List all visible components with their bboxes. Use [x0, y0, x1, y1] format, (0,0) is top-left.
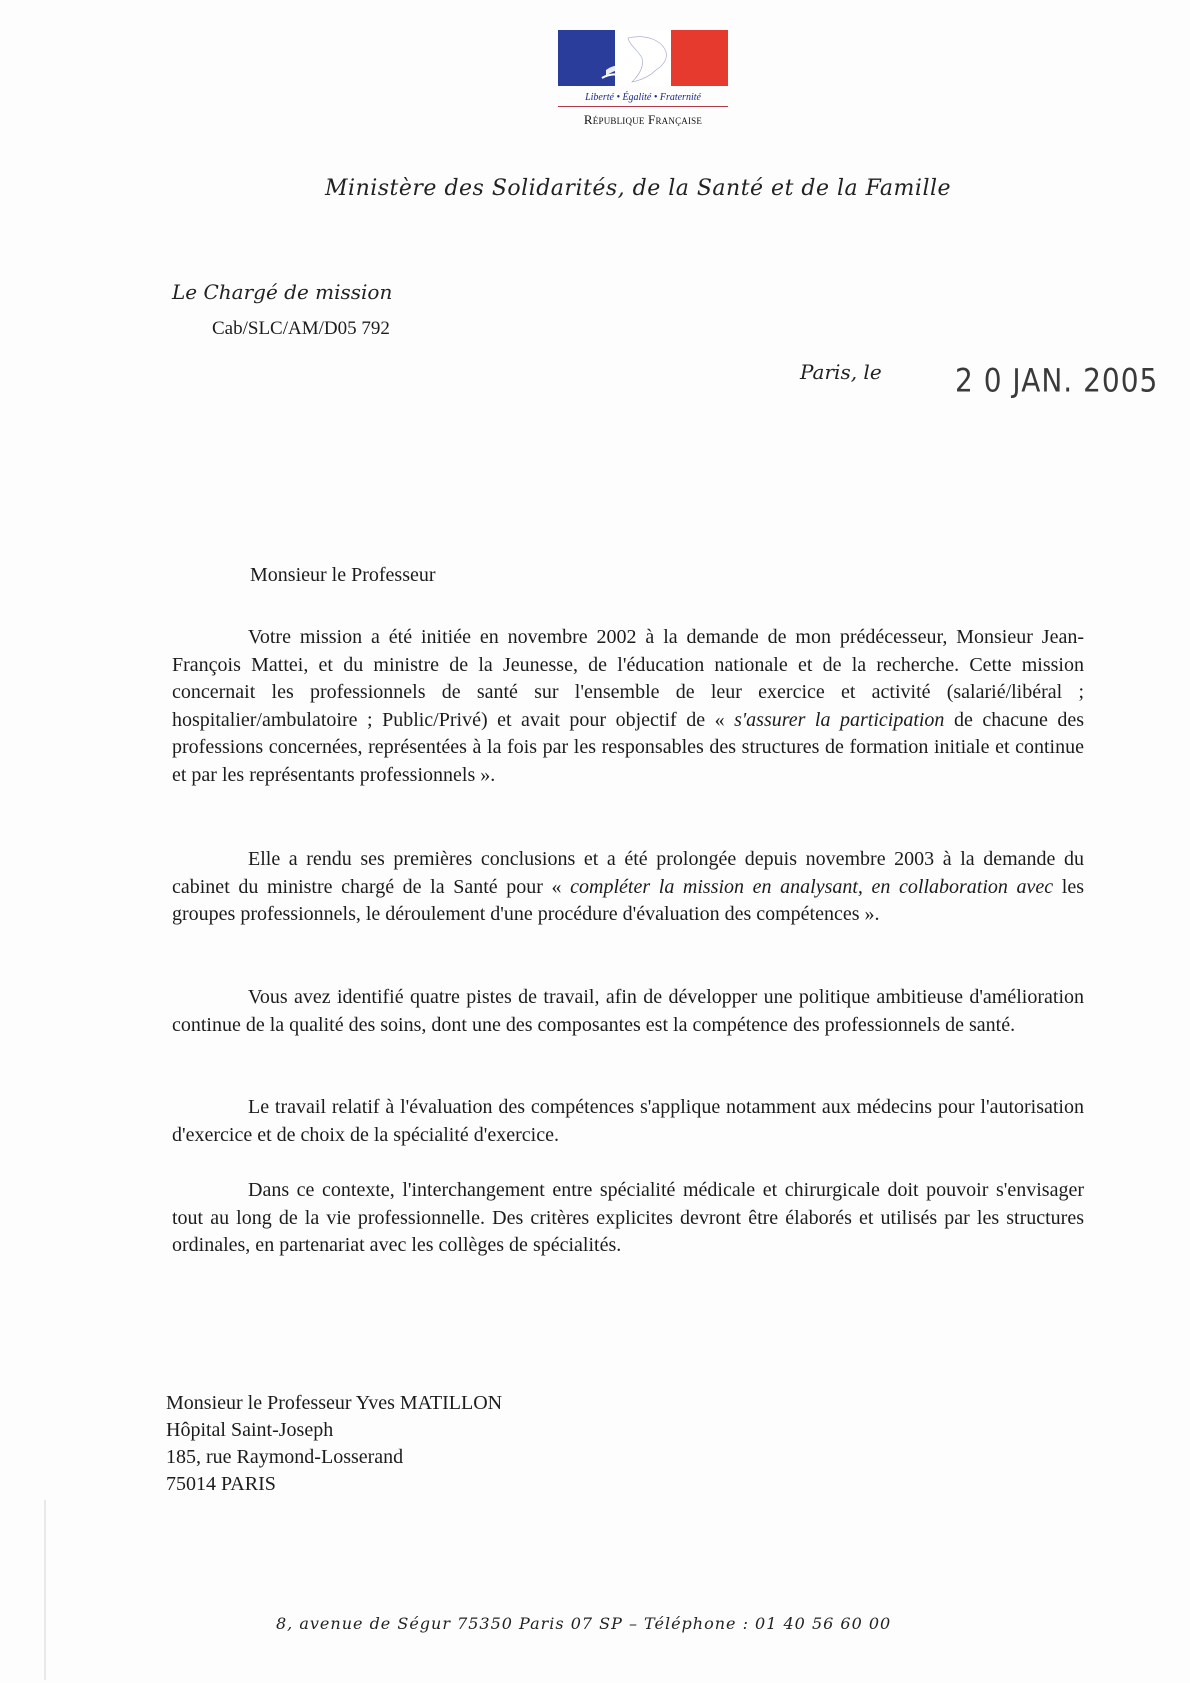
republic-motto: Liberté • Égalité • Fraternité — [585, 92, 701, 103]
body-paragraph: Elle a rendu ses premières conclusions et a été prolongée depuis novembre 2003 à la demande du cabinet du ministre chargé de la Santé pour « compléter la mission en analysant, en collaboration avec les groupes professionnels, le déroulement d'une procédure d'évaluation des compétences ». — [172, 848, 1085, 925]
republic-name: République Française — [583, 112, 703, 127]
date-place: Paris, le — [800, 360, 882, 384]
recipient-street: 185, rue Raymond-Losserand — [166, 1446, 404, 1468]
tricolor-flag-icon — [558, 30, 728, 86]
recipient-institution: Hôpital Saint-Joseph — [166, 1419, 334, 1441]
recipient-name: Monsieur le Professeur Yves MATILLON — [166, 1392, 503, 1414]
body-paragraph: Votre mission a été initiée en novembre 2002 à la demande de mon prédécesseur, Monsieur Jean-François Mattei, et du ministre de la Jeunesse, de l'éducation nationale et de la recherche. Cette mission concernait les professionnels de santé sur l'ensemble de leur exercice et activité (salarié/libéral ; hospitalier/ambulatoire ; Public/Privé) et avait pour objectif de « s'assurer la participation de chacune des professions concernées, représentées à la fois par les responsables des structures de formation initiale et continue et par les représentants professionnels ». — [172, 626, 1085, 786]
body-paragraph: Vous avez identifié quatre pistes de travail, afin de développer une politique ambitieuse d'amélioration continue de la qualité des soins, dont une des composantes est la compétence des professionnels de santé. — [172, 986, 1084, 1036]
body-paragraph: Dans ce contexte, l'interchangement entre spécialité médicale et chirurgicale doit pouvoir s'envisager tout au long de la vie professionnelle. Des critères explicites devront être élaborés et utilisés par les structures ordinales, en partenariat avec les collèges de spécialités. — [172, 1179, 1084, 1256]
sender-title: Le Chargé de mission — [172, 280, 393, 304]
scan-edge-line — [44, 1500, 46, 1680]
motto-divider — [558, 106, 728, 107]
salutation: Monsieur le Professeur — [250, 564, 436, 586]
reference-number: Cab/SLC/AM/D05 792 — [212, 318, 390, 339]
quoted-phrase: s'assurer la participation — [734, 708, 945, 731]
body-paragraph: Le travail relatif à l'évaluation des compétences s'applique notamment aux médecins pour l'autorisation d'exercice et de choix de la spécialité d'exercice. — [172, 1096, 1084, 1146]
date-stamp: 2 0 JAN. 2005 — [955, 361, 1159, 400]
recipient-city: 75014 PARIS — [166, 1473, 276, 1495]
quoted-phrase: compléter la mission en analysant, en collaboration avec — [570, 875, 1054, 898]
recipient-address — [166, 1390, 502, 1498]
footer-address: 8, avenue de Ségur 75350 Paris 07 SP – Téléphone : 01 40 56 60 00 — [276, 1614, 892, 1633]
ministry-name: Ministère des Solidarités, de la Santé et de la Famille — [325, 176, 952, 201]
